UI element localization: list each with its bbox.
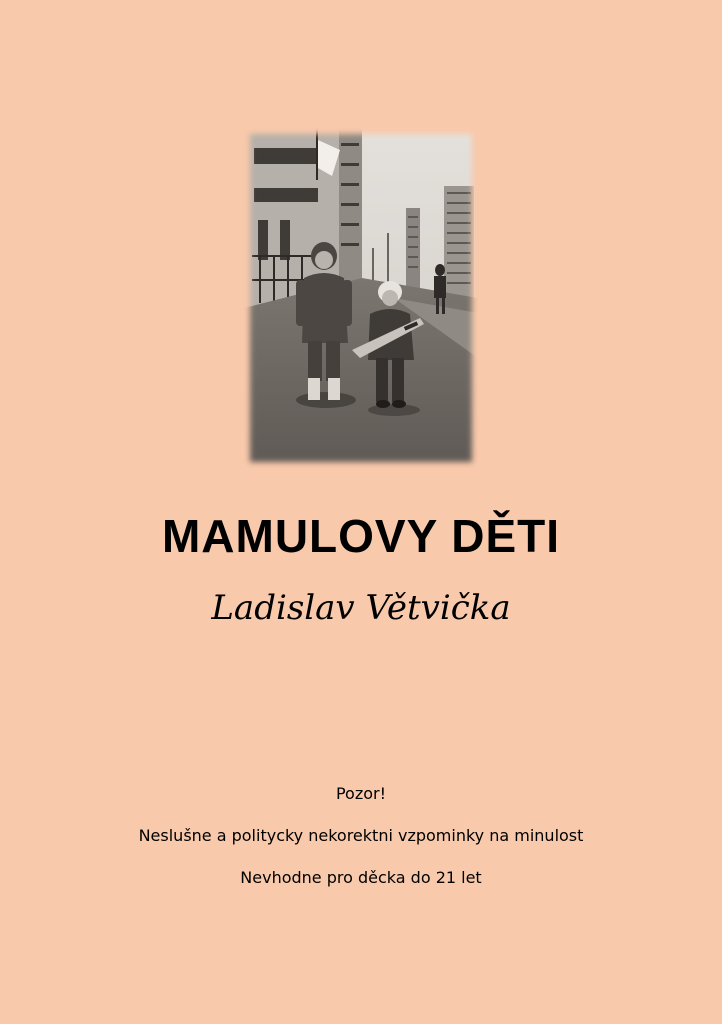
age-warning-line: Nevhodne pro děcka do 21 let <box>240 868 482 887</box>
book-title: MAMULOVY DĚTI <box>161 510 561 562</box>
cover-photo <box>244 128 478 468</box>
author-name: Ladislav Větvička <box>211 588 511 628</box>
subtitle-line: Neslušne a politycky nekorektni vzpominky na minulost <box>138 826 584 845</box>
cover-notes <box>0 784 722 910</box>
warning-heading: Pozor! <box>335 784 387 803</box>
